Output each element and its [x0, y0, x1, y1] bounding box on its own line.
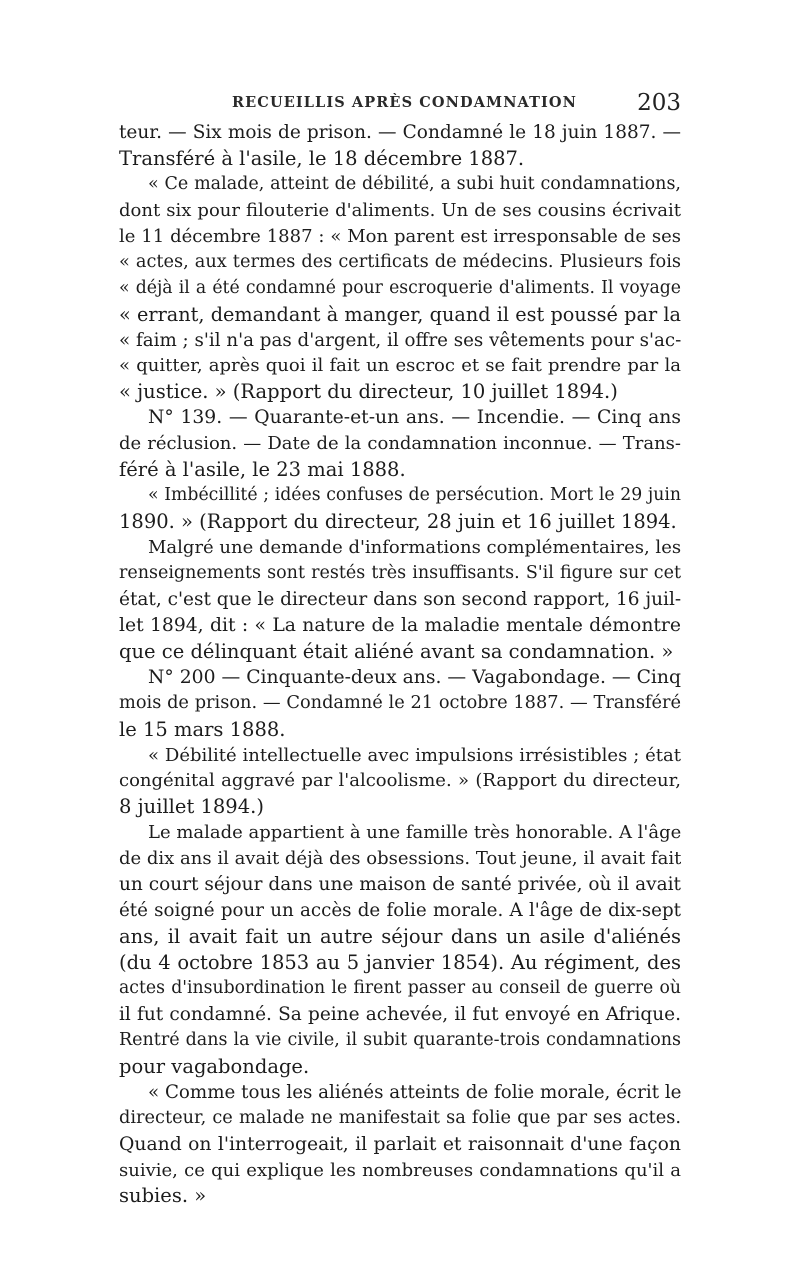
text-line: « Débilité intellectuelle avec impulsions irrésistibles ; état [148, 744, 681, 766]
text-line: ans, il avait fait un autre séjour dans un asile d'aliénés [119, 925, 681, 949]
text-line: teur. — Six mois de prison. — Condamné le 18 juin 1887. — [119, 122, 681, 143]
text-line: féré à l'asile, le 23 mai 1888. [119, 458, 406, 482]
text-line: renseignements sont restés très insuffisants. S'il figure sur cet [119, 562, 681, 583]
text-line: actes d'insubordination le firent passer au conseil de guerre où [119, 977, 681, 998]
text-line: « Ce malade, atteint de débilité, a subi huit condamnations, [148, 173, 681, 194]
text-line: subies. » [119, 1184, 207, 1208]
text-line: 1890. » (Rapport du directeur, 28 juin et 16 juillet 1894. [119, 510, 677, 534]
text-line: directeur, ce malade ne manifestait sa folie que par ses actes. [119, 1107, 681, 1128]
text-line: « Comme tous les aliénés atteints de folie morale, écrit le [148, 1081, 681, 1103]
text-line: mois de prison. — Condamné le 21 octobre 1887. — Transféré [119, 692, 681, 713]
text-line: N° 139. — Quarante-et-un ans. — Incendie. — Cinq ans [148, 407, 681, 429]
page-header [119, 90, 681, 116]
text-line: congénital aggravé par l'alcoolisme. » (Rapport du directeur, [119, 770, 681, 792]
text-line: « faim ; s'il n'a pas d'argent, il offre ses vêtements pour s'ac- [119, 329, 681, 351]
body-text [119, 120, 681, 1209]
text-line: Quand on l'interrogeait, il parlait et raisonnait d'une façon [119, 1133, 681, 1155]
text-line: Le malade appartient à une famille très honorable. A l'âge [148, 822, 681, 844]
text-line: « actes, aux termes des certificats de médecins. Plusieurs fois [119, 251, 681, 272]
text-line: 8 juillet 1894.) [119, 795, 264, 819]
text-line: de dix ans il avait déjà des obsessions. Tout jeune, il avait fait [119, 848, 681, 870]
text-line: Rentré dans la vie civile, il subit quarante-trois condamnations [119, 1029, 681, 1050]
text-line: (du 4 octobre 1853 au 5 janvier 1854). Au régiment, des [119, 951, 681, 974]
text-line: pour vagabondage. [119, 1054, 310, 1078]
text-line: « déjà il a été condamné pour escroquerie d'aliments. Il voyage [119, 277, 681, 298]
text-line: le 15 mars 1888. [119, 717, 286, 741]
text-line: « quitter, après quoi il fait un escroc et se fait prendre par la [119, 355, 681, 377]
text-line: suivie, ce qui explique les nombreuses condamnations qu'il a [119, 1159, 681, 1181]
running-title: RECUEILLIS APRÈS CONDAMNATION [232, 94, 577, 111]
text-line: dont six pour filouterie d'aliments. Un de ses cousins écrivait [119, 199, 681, 221]
text-line: let 1894, dit : « La nature de la maladie mentale démontre [119, 614, 681, 636]
text-line: le 11 décembre 1887 : « Mon parent est irresponsable de ses [119, 225, 681, 247]
text-line: il fut condamné. Sa peine achevée, il fut envoyé en Afrique. [119, 1003, 681, 1025]
text-line: « justice. » (Rapport du directeur, 10 juillet 1894.) [119, 380, 618, 404]
text-line: que ce délinquant était aliéné avant sa condamnation. » [119, 639, 674, 663]
text-line: « errant, demandant à manger, quand il est poussé par la [119, 302, 681, 326]
page-number: 203 [637, 90, 681, 116]
text-line: Transféré à l'asile, le 18 décembre 1887. [119, 146, 525, 170]
text-line: N° 200 — Cinquante-deux ans. — Vagabondage. — Cinq [148, 666, 681, 688]
text-line: de réclusion. — Date de la condamnation inconnue. — Trans- [119, 433, 681, 455]
text-line: été soigné pour un accès de folie morale. A l'âge de dix-sept [119, 900, 681, 922]
text-line: « Imbécillité ; idées confuses de persécution. Mort le 29 juin [148, 485, 681, 506]
text-line: Malgré une demande d'informations complémentaires, les [148, 537, 681, 558]
text-line: un court séjour dans une maison de santé privée, où il avait [119, 874, 681, 896]
text-line: état, c'est que le directeur dans son second rapport, 16 juil- [119, 588, 681, 610]
